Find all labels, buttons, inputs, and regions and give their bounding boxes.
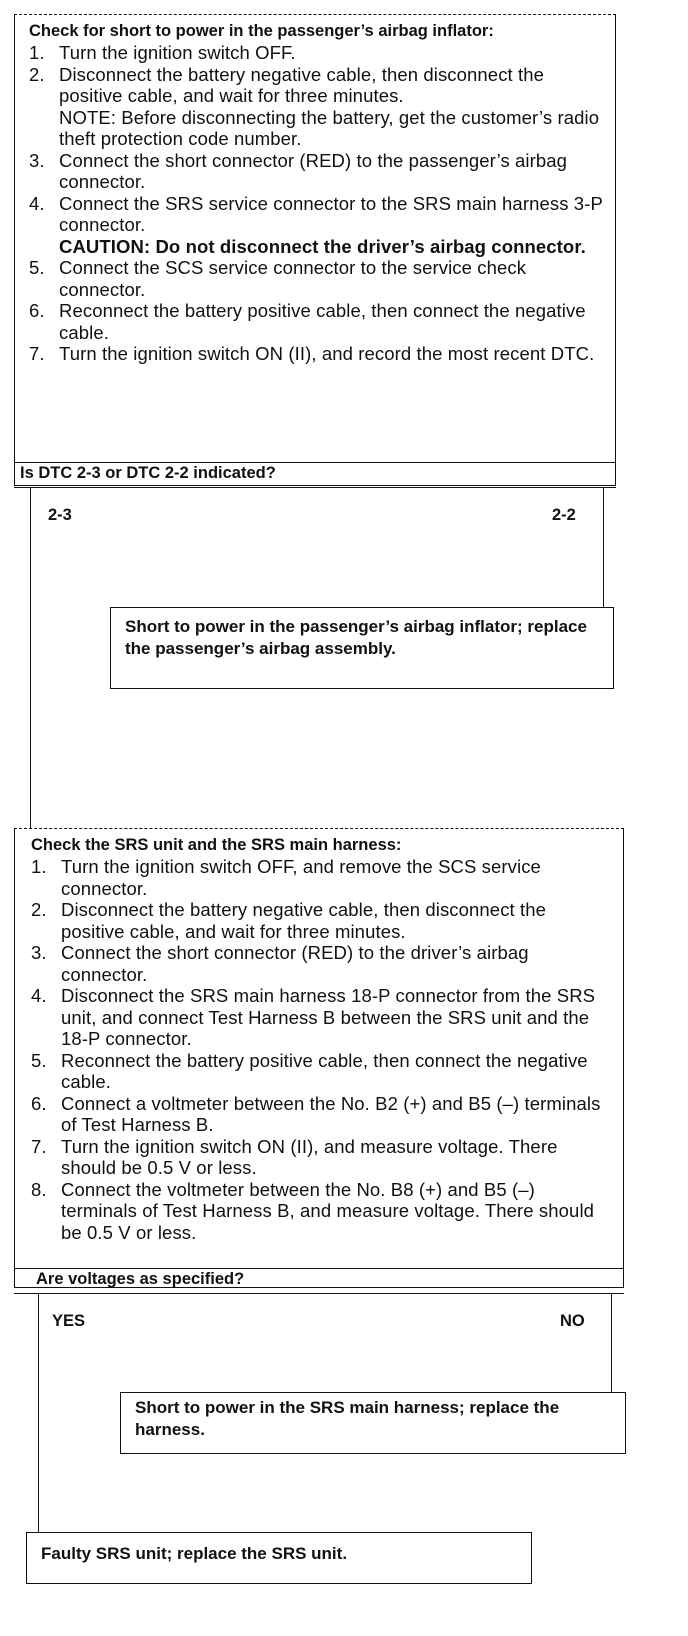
step1-item-5: 5. Connect the SCS service connector to the service check connector. [29,257,527,300]
step2-item-8: 8. Connect the voltmeter between the No. B8 (+) and B5 (–) terminals of Test Harness B, and measure voltage. There should be 0.5 V or less. [31,1178,595,1243]
step2-item-2: 2. Disconnect the battery negative cable, then disconnect the positive cable, and wait for three minutes. [31,899,547,942]
step2-item-4: 4. Disconnect the SRS main harness 18-P connector from the SRS unit, and connect Test Harness B between the SRS unit and the 18-P connector. [31,985,596,1049]
step2-item-7: 7. Turn the ignition switch ON (II), and measure voltage. There should be 0.5 V or less. [31,1135,558,1178]
step2-item-6: 6. Connect a voltmeter between the No. B2 (+) and B5 (–) terminals of Test Harness B. [31,1092,601,1135]
step2-question: Are voltages as specified? [14,1268,624,1294]
step2-title: Check the SRS unit and the SRS main harness: [31,836,402,854]
step1-item-1: 1. Turn the ignition switch OFF. [29,42,296,63]
step2-list [31,856,613,1243]
step2-left-line [38,1294,39,1534]
step1-list [29,42,605,365]
step2-item-5: 5. Reconnect the battery positive cable, then connect the negative cable. [31,1049,588,1092]
step2-right-line [611,1294,612,1394]
step1-item-4: 4. Connect the SRS service connector to the SRS main harness 3-P connector. CAUTION: Do not disconnect the driver’s airbag connector. [29,193,605,258]
step2-item-3: 3. Connect the short connector (RED) to the driver’s airbag connector. [31,942,529,985]
step2-item-1: 1. Turn the ignition switch OFF, and remove the SCS service connector. [31,856,541,899]
step1-left-line [30,488,31,828]
step1-question: Is DTC 2-3 or DTC 2-2 indicated? [14,462,616,488]
step1-box [14,14,616,486]
step2-result-yes: Faulty SRS unit; replace the SRS unit. [26,1532,532,1584]
step2-branch-yes: YES [52,1312,86,1330]
step2-branch-no: NO [560,1312,585,1330]
step1-result: Short to power in the passenger’s airbag inflator; replace the passenger’s airbag assembly. [110,607,614,689]
step2-box [14,828,624,1288]
step2-result-no: Short to power in the SRS main harness; replace the harness. [120,1392,626,1454]
step1-item-7: 7. Turn the ignition switch ON (II), and record the most recent DTC. [29,343,595,364]
step1-note: NOTE: Before disconnecting the battery, get the customer’s radio theft protection code number. [59,106,600,149]
step1-caution: CAUTION: Do not disconnect the driver’s airbag connector. [59,235,586,257]
step1-title: Check for short to power in the passenger’s airbag inflator: [29,22,494,40]
step1-item-2: 2. Disconnect the battery negative cable, then disconnect the positive cable, and wait for three minutes. NOTE: Before disconnecting the battery, get the customer’s radio theft protection code number. [29,64,605,150]
step1-item-3: 3. Connect the short connector (RED) to the passenger’s airbag connector. [29,149,568,192]
step1-item-6: 6. Reconnect the battery positive cable, then connect the negative cable. [29,300,586,343]
step1-branch-left: 2-3 [48,506,72,524]
step1-branch-right: 2-2 [552,506,576,524]
step1-right-line [603,488,604,608]
